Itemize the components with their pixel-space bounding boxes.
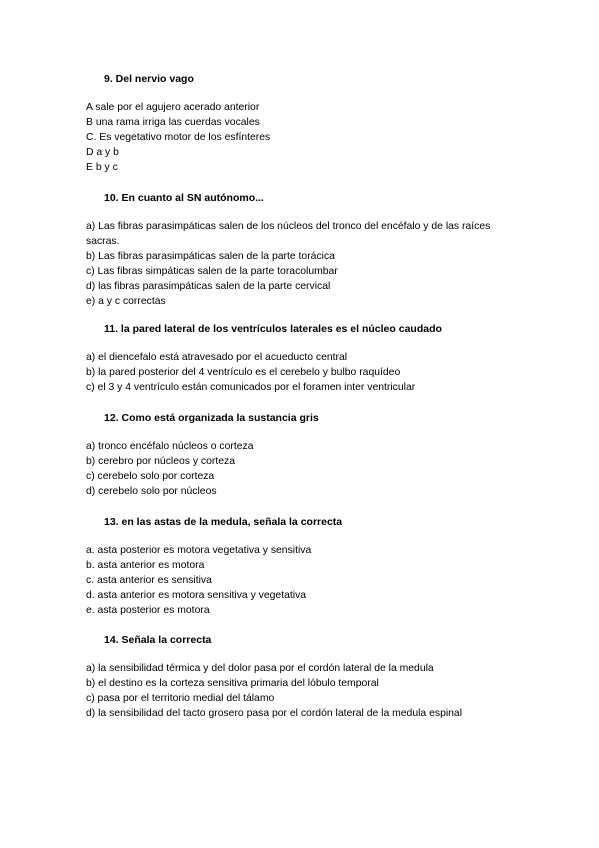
question-11 [86, 322, 586, 396]
option-item: a) tronco encéfalo núcleos o corteza [86, 441, 254, 452]
option-item: e. asta posterior es motora [86, 604, 210, 616]
question-title: 14. Señala la correcta [104, 634, 212, 646]
question-title: 10. En cuanto al SN autónomo... [104, 192, 264, 204]
question-14 [86, 633, 586, 722]
question-13 [86, 515, 586, 619]
option-item: d) las fibras parasimpáticas salen de la parte cervical [86, 280, 331, 292]
option-item: b. asta anterior es motora [86, 559, 205, 571]
option-item: a. asta posterior es motora vegetativa y sensitiva [86, 545, 312, 556]
question-title: 12. Como está organizada la sustancia gris [104, 412, 319, 424]
option-item: E b y c [86, 161, 118, 173]
option-item: C. Es vegetativo motor de los esfínteres [86, 131, 271, 143]
option-item: b) la pared posterior del 4 ventrículo es el cerebelo y bulbo raquídeo [86, 366, 401, 378]
option-item: c) Las fibras simpáticas salen de la parte toracolumbar [86, 265, 338, 277]
option-list [86, 101, 586, 176]
option-item: A sale por el agujero acerado anterior [86, 102, 260, 113]
option-item: c) el 3 y 4 ventrículo están comunicados por el foramen inter ventricular [86, 381, 416, 393]
option-item: c) cerebelo solo por corteza [86, 470, 215, 482]
option-item: D a y b [86, 146, 119, 158]
option-item: a) la sensibilidad térmica y del dolor pasa por el cordón lateral de la medula [86, 663, 434, 674]
option-item: b) el destino es la corteza sensitiva primaria del lóbulo temporal [86, 677, 379, 689]
question-title: 11. la pared lateral de los ventrículos laterales es el núcleo caudado [104, 323, 442, 335]
option-item: c. asta anterior es sensitiva [86, 574, 212, 586]
question-9 [86, 72, 586, 176]
option-list [86, 351, 586, 396]
option-item: b) Las fibras parasimpáticas salen de la parte torácica [86, 250, 335, 262]
option-item: a) Las fibras parasimpáticas salen de los núcleos del tronco del encéfalo y de las raíces sacras. [86, 221, 491, 247]
question-10 [86, 191, 586, 309]
option-item: a) el diencefalo está atravesado por el acueducto central [86, 352, 348, 363]
option-item: d) cerebelo solo por núcleos [86, 485, 217, 497]
option-list [86, 662, 586, 722]
option-item: c) pasa por el territorio medial del tálamo [86, 692, 275, 704]
option-item: e) a y c correctas [86, 295, 166, 307]
question-title: 13. en las astas de la medula, señala la correcta [104, 516, 343, 528]
option-item: d) la sensibilidad del tacto grosero pasa por el cordón lateral de la medula espinal [86, 707, 463, 719]
question-title: 9. Del nervio vago [104, 73, 194, 85]
option-list [86, 440, 586, 500]
option-list [86, 220, 586, 309]
option-list [86, 544, 586, 619]
option-item: B una rama irriga las cuerdas vocales [86, 116, 260, 128]
option-item: d. asta anterior es motora sensitiva y vegetativa [86, 589, 307, 601]
option-item: b) cerebro por núcleos y corteza [86, 455, 236, 467]
question-12 [86, 411, 586, 500]
